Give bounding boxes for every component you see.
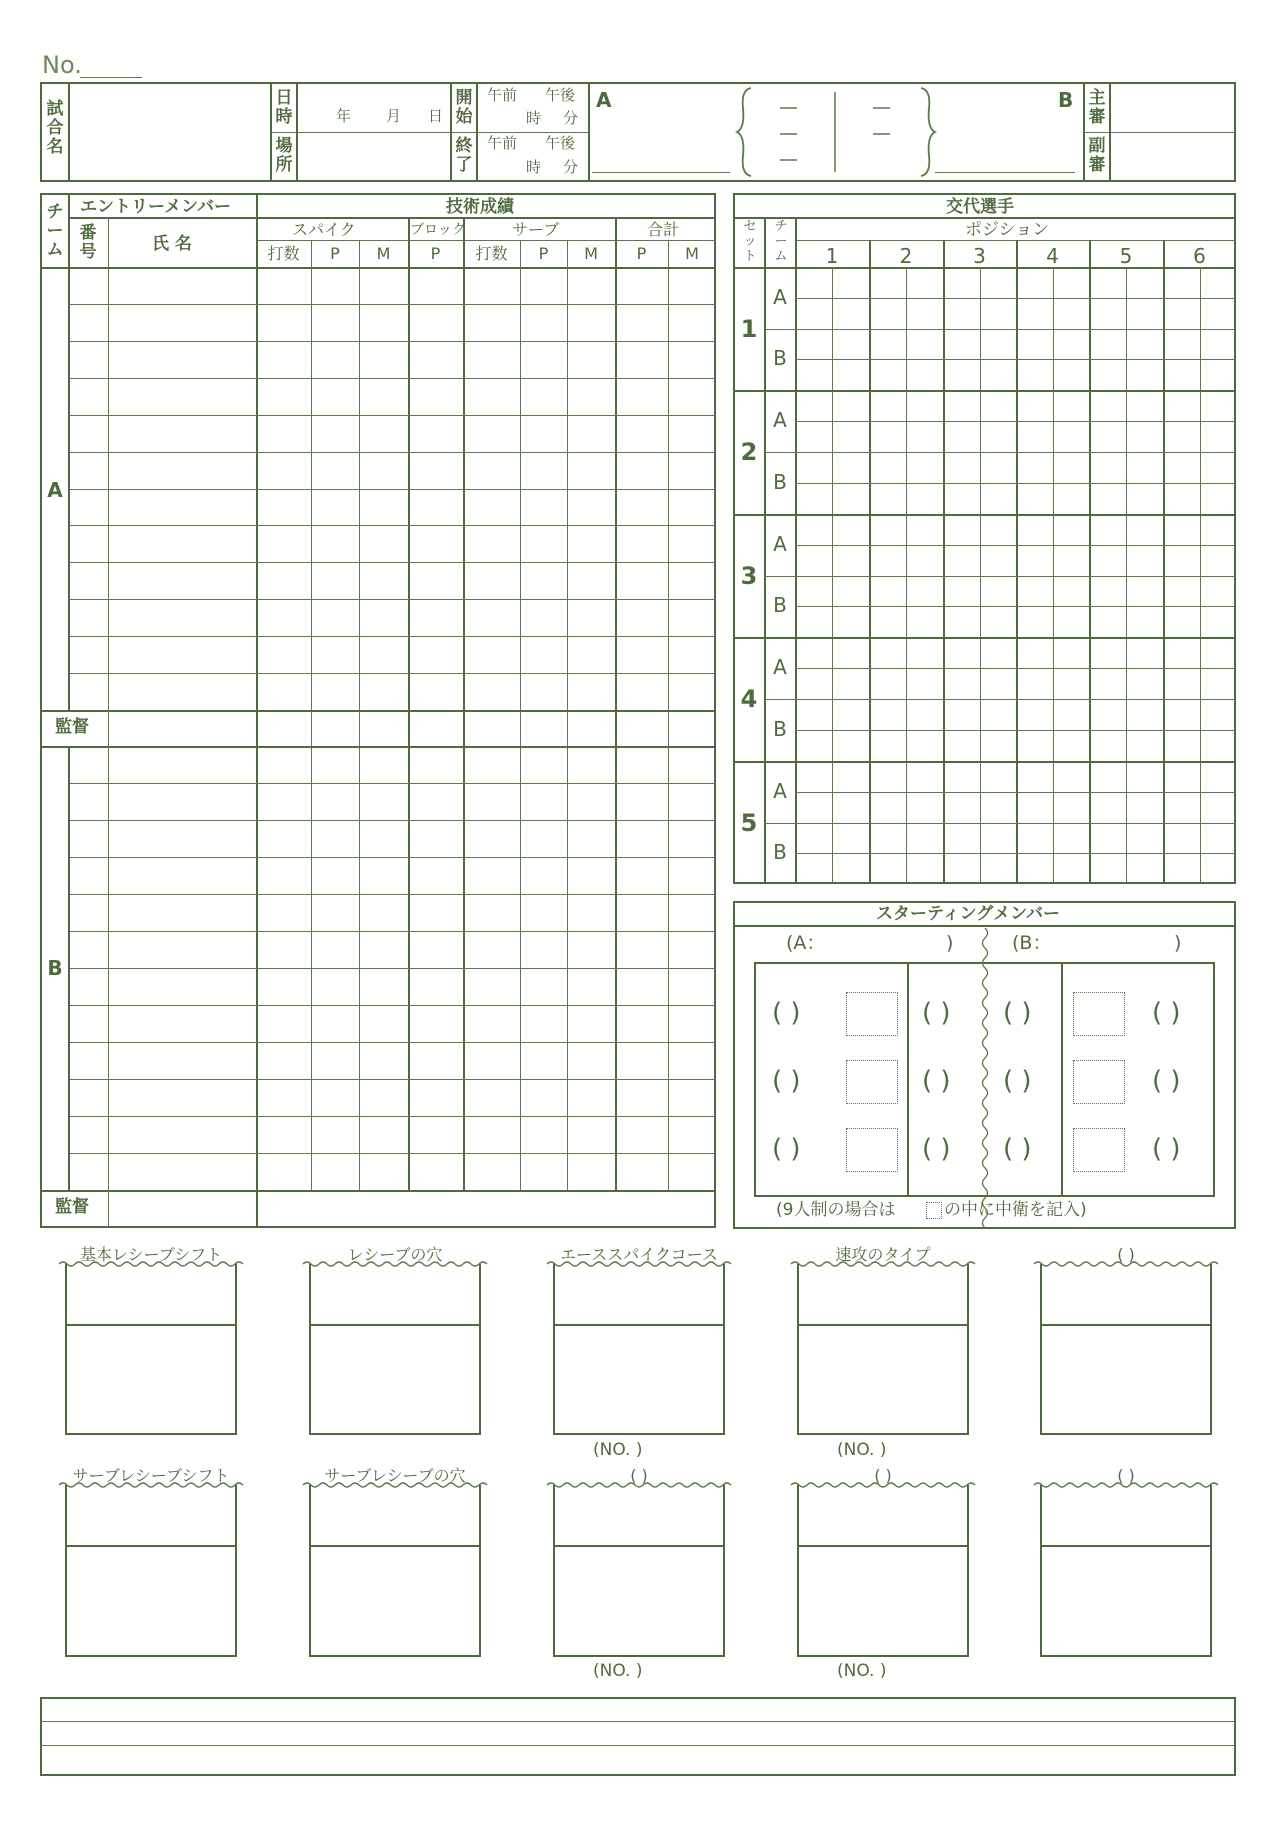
diagram-no-label: (NO. )	[837, 1661, 887, 1681]
middle-back-box[interactable]	[846, 992, 898, 1036]
middle-back-box[interactable]	[1073, 1128, 1125, 1172]
set-3-team-a-label: A	[773, 532, 787, 556]
diagram-row2-3-box[interactable]	[553, 1485, 725, 1657]
set-4-team-a-label: A	[773, 655, 787, 679]
starting-position-slot[interactable]: ( )	[1003, 1066, 1032, 1096]
set-4-team-b-label: B	[773, 717, 787, 741]
set-2-team-a-row[interactable]	[797, 391, 1234, 451]
team-b-player-row[interactable]	[70, 1006, 714, 1041]
diagram-row1-4-box[interactable]	[797, 1264, 969, 1435]
set-5-team-b-row[interactable]	[797, 824, 1234, 883]
set-1-label: 1	[740, 315, 758, 343]
team-b-player-row[interactable]	[70, 1080, 714, 1115]
starting-position-slot[interactable]: ( )	[922, 998, 951, 1028]
set-1-team-a-row[interactable]	[797, 268, 1234, 328]
place-label: 場所	[275, 136, 293, 175]
set-2-label: 2	[740, 438, 758, 466]
end-time-field[interactable]	[478, 134, 586, 180]
total-label: 合計	[647, 220, 680, 239]
referee-sub-field[interactable]	[1111, 134, 1234, 180]
referee-main-field[interactable]	[1111, 84, 1234, 130]
team-a-player-row[interactable]	[70, 674, 714, 709]
diagram-row1-3-label: エーススパイクコース	[560, 1245, 718, 1264]
col-serve-attempts-label: 打数	[475, 244, 508, 263]
end-label: 終了	[455, 136, 473, 175]
header-team-a-label: A	[596, 88, 612, 112]
diagram-row1-4-label: 速攻のタイプ	[835, 1245, 931, 1264]
diagram-row1-1-label: 基本レシーブシフト	[79, 1245, 223, 1264]
starting-note-start: (9人制の場合は	[776, 1200, 896, 1220]
number-field[interactable]	[80, 77, 142, 78]
position-3-label: 3	[973, 244, 986, 268]
set-1-team-a-label: A	[773, 285, 787, 309]
starting-position-slot[interactable]: ( )	[1152, 998, 1181, 1028]
middle-back-box[interactable]	[846, 1128, 898, 1172]
place-field[interactable]	[298, 134, 448, 180]
team-b-player-row[interactable]	[70, 1043, 714, 1078]
entry-members-label: エントリーメンバー	[80, 197, 231, 217]
starting-note-end: の中に中衛を記入)	[944, 1200, 1087, 1220]
team-a-player-row[interactable]	[70, 305, 714, 340]
col-total-m-label: M	[685, 244, 699, 263]
team-b-player-row[interactable]	[70, 747, 714, 782]
diagram-no-label: (NO. )	[837, 1440, 887, 1460]
set-5-team-a-row[interactable]	[797, 762, 1234, 822]
starting-b-label: (B：	[1012, 932, 1052, 954]
position-1-label: 1	[825, 244, 839, 268]
starting-position-slot[interactable]: ( )	[1003, 998, 1032, 1028]
diagram-row1-3-box[interactable]	[553, 1264, 725, 1435]
position-6-label: 6	[1193, 244, 1206, 268]
notes-box	[40, 1697, 1236, 1776]
set-3-team-b-row[interactable]	[797, 577, 1234, 636]
col-spike-p-label: P	[330, 244, 340, 263]
col-total-p-label: P	[636, 244, 647, 263]
number-column-label: 番号	[79, 223, 97, 262]
starting-position-slot[interactable]: ( )	[922, 1066, 951, 1096]
set-4-team-a-row[interactable]	[797, 638, 1234, 698]
team-a-player-row[interactable]	[70, 563, 714, 598]
diagram-row2-2-box[interactable]	[309, 1485, 481, 1657]
start-time-field[interactable]	[478, 84, 586, 130]
serve-label: サーブ	[512, 220, 560, 239]
col-serve-m-label: M	[584, 244, 598, 263]
team-a-player-row[interactable]	[70, 268, 714, 303]
team-b-player-row[interactable]	[70, 895, 714, 930]
starting-position-slot[interactable]: ( )	[1003, 1134, 1032, 1164]
col-spike-m-label: M	[376, 244, 391, 263]
team-a-player-row[interactable]	[70, 490, 714, 525]
skill-results-label: 技術成績	[446, 197, 514, 217]
set-5-team-b-label: B	[773, 840, 787, 864]
coach-b-field[interactable]	[110, 1192, 710, 1226]
diagram-row2-1-box[interactable]	[65, 1485, 237, 1657]
set-3-label: 3	[740, 562, 758, 590]
set-2-team-b-row[interactable]	[797, 453, 1234, 513]
notes-line-2[interactable]	[40, 1745, 1236, 1746]
number-label: No.	[42, 51, 82, 79]
diagram-row1-5-label: ( )	[1117, 1245, 1135, 1264]
score-bracket-icon	[735, 82, 935, 182]
starting-position-slot[interactable]: ( )	[1152, 1134, 1181, 1164]
team-a-name-field[interactable]	[592, 172, 730, 173]
team-label: チーム	[46, 202, 64, 260]
spike-label: スパイク	[292, 220, 356, 239]
scoresheet-page: No. 試合名 日時 年 月 日 場所 開始 午前 午後 時 分 終了 午前 午後 時 分 A B 主審 副審 チーム エントリーメンバー 番号 氏 名 技術成績 スパイク ブロック サーブ 合計 打数 P M P 打数 P M P M A 監督 B 監督 交代選手 セット チーム ポジション 1 2 3 4 5 6 1 A B 2 A B 3 A B 4 A B 5 A B スターティングメンバー (A： ) (B： ) ( ) ( ) ( ) ( ) ( ) ( ) ( ) ( ) ( ) ( ) ( ) ( ) (9人制の場合は の中に中衛を記入) 基本レシーブシフト レシーブの穴 エーススパイクコース (NO. ) 速攻のタイプ (NO. ) ( ) サーブレシーブシフト サーブレシーブの穴 ( ) (NO. ) ( ) (NO. ) ( )	[0, 0, 1280, 1829]
team-a-player-row[interactable]	[70, 526, 714, 561]
team-a-player-row[interactable]	[70, 416, 714, 451]
col-block-p-label: P	[430, 244, 441, 263]
middle-back-box[interactable]	[846, 1060, 898, 1104]
position-4-label: 4	[1046, 244, 1059, 268]
set-5-team-a-label: A	[773, 779, 787, 803]
middle-back-box[interactable]	[1073, 992, 1125, 1036]
diagram-row2-4-label: ( )	[874, 1466, 892, 1485]
team-a-player-row[interactable]	[70, 342, 714, 377]
match-name-field[interactable]	[70, 84, 268, 180]
starting-position-slot[interactable]: ( )	[922, 1134, 951, 1164]
note-box-icon	[926, 1202, 942, 1219]
position-2-label: 2	[899, 244, 913, 268]
starting-position-slot[interactable]: ( )	[772, 1066, 801, 1096]
col-spike-attempts-label: 打数	[267, 244, 300, 263]
set-4-team-b-row[interactable]	[797, 700, 1234, 760]
set-column-label: セット	[743, 219, 757, 264]
diagram-row1-2-box[interactable]	[309, 1264, 481, 1435]
diagram-row1-2-label: レシーブの穴	[347, 1245, 443, 1264]
team-b-player-row[interactable]	[70, 932, 714, 967]
starting-position-slot[interactable]: ( )	[772, 1134, 801, 1164]
block-label: ブロック	[410, 222, 466, 238]
set-2-team-a-label: A	[773, 408, 787, 432]
team-b-player-row[interactable]	[70, 784, 714, 819]
coach-a-field[interactable]	[110, 712, 710, 744]
team-a-player-row[interactable]	[70, 453, 714, 488]
starting-members-title: スターティングメンバー	[876, 904, 1060, 924]
diagram-row1-5-box[interactable]	[1040, 1264, 1212, 1435]
referee-main-label: 主審	[1088, 88, 1106, 127]
col-serve-p-label: P	[538, 244, 549, 263]
team-b-name-field[interactable]	[935, 172, 1075, 173]
set-3-team-b-label: B	[773, 593, 787, 617]
diagram-row1-1-box[interactable]	[65, 1264, 237, 1435]
datetime-label: 日時	[275, 88, 293, 127]
team-a-player-row[interactable]	[70, 637, 714, 672]
header-team-b-label: B	[1058, 88, 1074, 112]
team-b-label: B	[47, 956, 63, 980]
set-5-label: 5	[740, 809, 758, 837]
team-b-player-row[interactable]	[70, 1117, 714, 1152]
sub-team-column-label: チーム	[774, 219, 788, 264]
date-field[interactable]	[298, 84, 448, 130]
middle-back-box[interactable]	[1073, 1060, 1125, 1104]
name-column-label: 氏 名	[152, 234, 192, 254]
team-b-player-row[interactable]	[70, 1154, 714, 1189]
diagram-row2-4-box[interactable]	[797, 1485, 969, 1657]
starting-a-label: (A：	[786, 932, 826, 954]
team-a-label: A	[47, 478, 63, 502]
coach-a-label: 監督	[55, 717, 89, 737]
set-3-team-a-row[interactable]	[797, 515, 1234, 575]
diagram-no-label: (NO. )	[593, 1661, 643, 1681]
team-b-player-row[interactable]	[70, 858, 714, 893]
team-a-player-row[interactable]	[70, 600, 714, 635]
set-2-team-b-label: B	[773, 470, 787, 494]
match-name-label: 試合名	[46, 99, 64, 157]
team-b-player-row[interactable]	[70, 821, 714, 856]
position-5-label: 5	[1119, 244, 1133, 268]
diagram-row2-2-label: サーブレシーブの穴	[324, 1466, 466, 1485]
diagram-row2-3-label: ( )	[630, 1466, 648, 1485]
referee-sub-label: 副審	[1088, 136, 1106, 175]
set-1-team-b-label: B	[773, 346, 787, 370]
diagram-no-label: (NO. )	[593, 1440, 643, 1460]
starting-position-slot[interactable]: ( )	[772, 998, 801, 1028]
diagram-row2-5-label: ( )	[1117, 1466, 1135, 1485]
diagram-row2-1-label: サーブレシーブシフト	[72, 1466, 230, 1485]
team-a-player-row[interactable]	[70, 379, 714, 414]
center-line-icon	[979, 928, 991, 1228]
coach-b-label: 監督	[55, 1197, 89, 1217]
set-4-label: 4	[740, 685, 758, 713]
team-b-player-row[interactable]	[70, 969, 714, 1004]
notes-line-1[interactable]	[40, 1721, 1236, 1722]
set-1-team-b-row[interactable]	[797, 330, 1234, 389]
diagram-row2-5-box[interactable]	[1040, 1485, 1212, 1657]
substitution-title: 交代選手	[946, 197, 1014, 217]
position-label: ポジション	[965, 220, 1050, 240]
starting-position-slot[interactable]: ( )	[1152, 1066, 1181, 1096]
start-label: 開始	[455, 88, 473, 127]
